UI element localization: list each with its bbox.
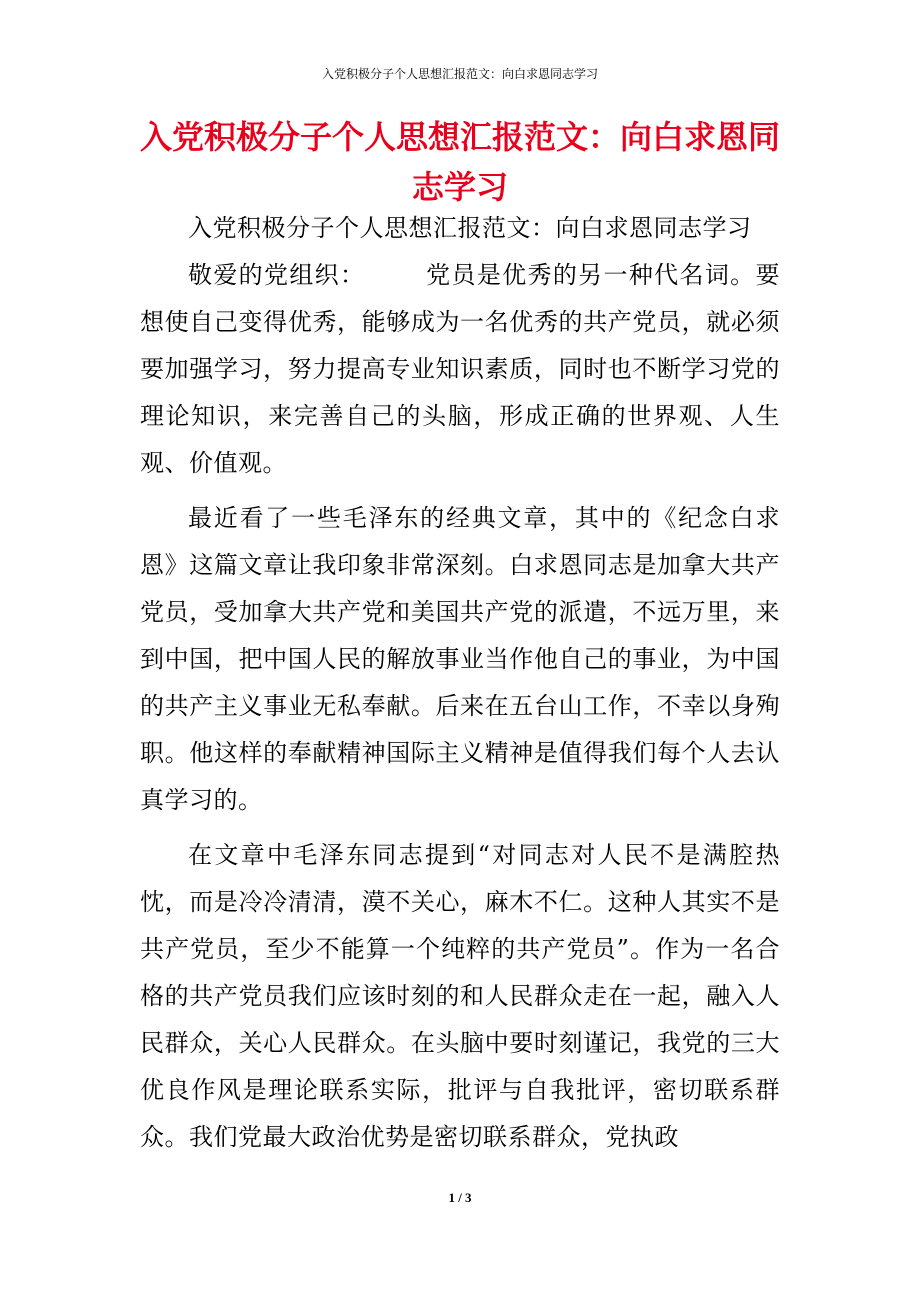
- salutation: 敬爱的党组织：: [188, 261, 366, 289]
- document-body: [140, 205, 780, 1161]
- page-number: 1 / 3: [448, 1190, 472, 1205]
- paragraph-3: 在文章中毛泽东同志提到“对同志对人民不是满腔热忱，而是冷冷清清，漠不关心，麻木不仁。这种人其实不是共产党员，至少不能算一个纯粹的共产党员”。作为一名合格的共产党员我们应该时刻的和人民群众走在一起，融入人民群众，关心人民群众。在头脑中要时刻谨记，我党的三大优良作风是理论联系实际，批评与自我批评，密切联系群众。我们党最大政治优势是密切联系群众，党执政: [140, 841, 780, 1151]
- running-header: 入党积极分子个人思想汇报范文：向白求恩同志学习: [321, 67, 598, 81]
- paragraph-1: 党员是优秀的另一种代名词。要想使自己变得优秀，能够成为一名优秀的共产党员，就必须要加强学习，努力提高专业知识素质，同时也不断学习党的理论知识，来完善自己的头脑，形成正确的世界观、人生观、价值观。: [140, 261, 781, 477]
- paragraph-2: 最近看了一些毛泽东的经典文章，其中的《纪念白求恩》这篇文章让我印象非常深刻。白求恩同志是加拿大共产党员，受加拿大共产党和美国共产党的派遣，不远万里，来到中国，把中国人民的解放事业当作他自己的事业，为中国的共产主义事业无私奉献。后来在五台山工作，不幸以身殉职。他这样的奉献精神国际主义精神是值得我们每个人去认真学习的。: [140, 504, 780, 814]
- opening-paragraph: [140, 252, 780, 487]
- document-subtitle: 入党积极分子个人思想汇报范文：向白求恩同志学习: [188, 214, 752, 242]
- document-title: 入党积极分子个人思想汇报范文：向白求恩同志学习: [140, 118, 781, 206]
